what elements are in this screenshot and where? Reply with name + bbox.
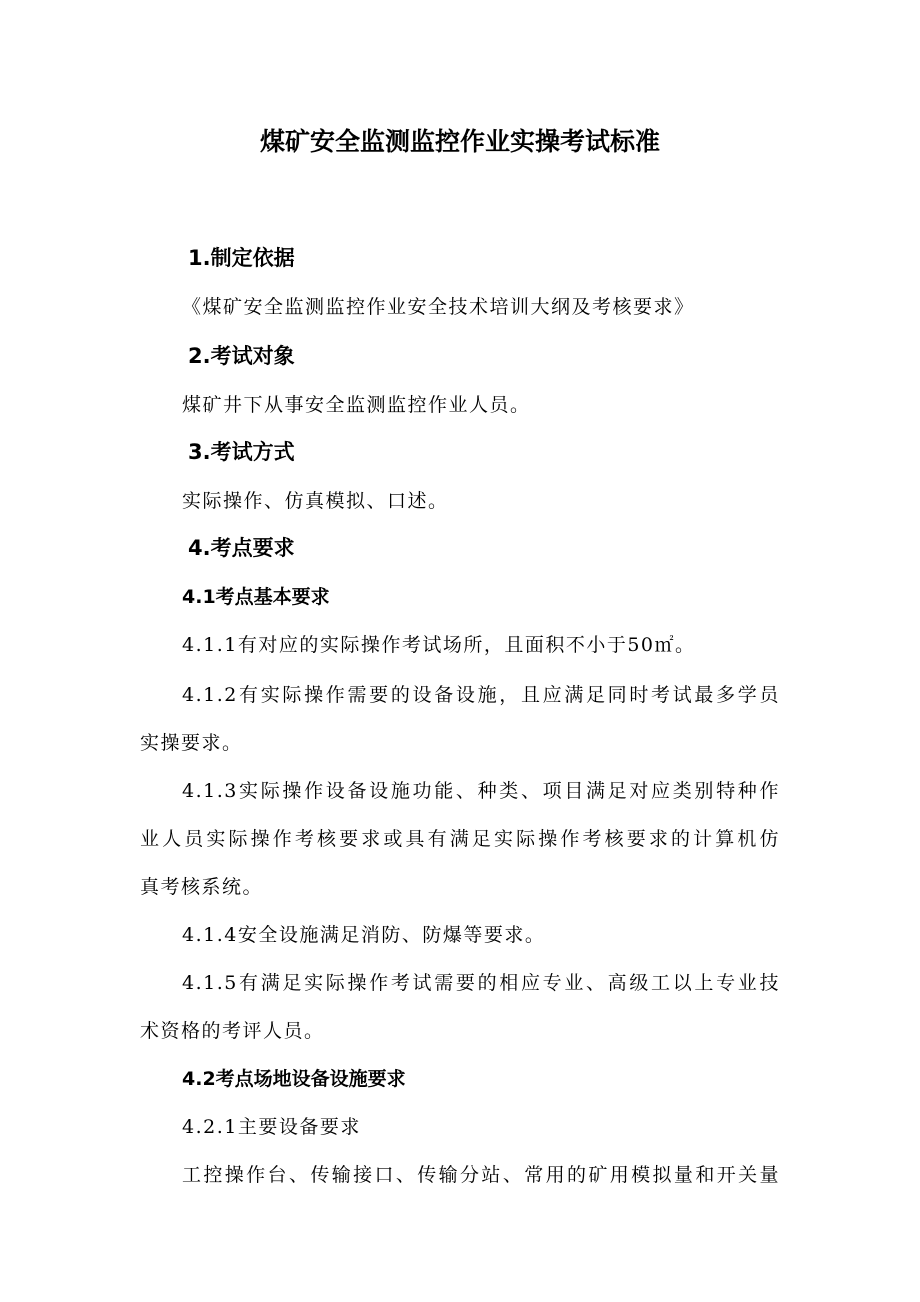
paragraph-4-2-1: 4.2.1主要设备要求 bbox=[182, 1116, 361, 1138]
paragraph-4-1-3-line-1: 4.1.3实际操作设备设施功能、种类、项目满足对应类别特种作 bbox=[182, 780, 780, 802]
paragraph-4-1-2-line-1: 4.1.2有实际操作需要的设备设施，且应满足同时考试最多学员 bbox=[182, 684, 780, 706]
paragraph-4-1-1: 4.1.1有对应的实际操作考试场所，且面积不小于50㎡。 bbox=[182, 634, 696, 656]
section-4-2-heading: 4.2考点场地设备设施要求 bbox=[182, 1068, 406, 1090]
paragraph-4-1-5-line-2: 术资格的考评人员。 bbox=[140, 1020, 325, 1042]
section-3-heading: 3.考试方式 bbox=[188, 440, 295, 464]
section-4-heading: 4.考点要求 bbox=[188, 536, 295, 560]
paragraph-4-1-3-line-2: 业人员实际操作考核要求或具有满足实际操作考核要求的计算机仿 bbox=[140, 828, 780, 850]
section-1-heading: 1.制定依据 bbox=[188, 246, 295, 270]
paragraph-4-1-4: 4.1.4安全设施满足消防、防爆等要求。 bbox=[182, 924, 546, 946]
document-title: 煤矿安全监测监控作业实操考试标准 bbox=[259, 127, 660, 156]
section-4-1-heading: 4.1考点基本要求 bbox=[182, 586, 330, 608]
paragraph-4-1-3-line-3: 真考核系统。 bbox=[140, 876, 264, 898]
paragraph-4-2-1-text: 工控操作台、传输接口、传输分站、常用的矿用模拟量和开关量 bbox=[182, 1164, 780, 1186]
section-1-text: 《煤矿安全监测监控作业安全技术培训大纲及考核要求》 bbox=[182, 296, 695, 318]
paragraph-4-1-5-line-1: 4.1.5有满足实际操作考试需要的相应专业、高级工以上专业技 bbox=[182, 972, 780, 994]
section-3-text: 实际操作、仿真模拟、口述。 bbox=[182, 490, 449, 512]
paragraph-4-1-2-line-2: 实操要求。 bbox=[140, 732, 243, 754]
section-2-heading: 2.考试对象 bbox=[188, 344, 295, 368]
section-2-text: 煤矿井下从事安全监测监控作业人员。 bbox=[182, 394, 531, 416]
